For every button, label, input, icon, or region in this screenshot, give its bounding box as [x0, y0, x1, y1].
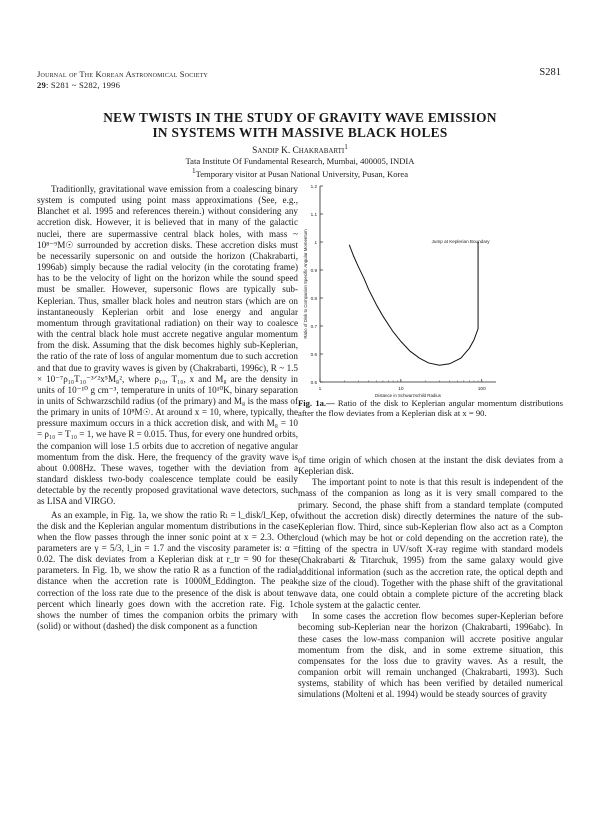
caption-text: Ratio of the disk to Keplerian angular momentum distributions after the flow deviates from a Keplerian disk at x = 90. [298, 398, 563, 419]
journal-name: Journal of The Korean Astronomical Society [37, 69, 208, 79]
journal-volume: 29 [37, 80, 46, 90]
x-tick-label: 100 [477, 387, 486, 392]
author-note-sup: 1 [191, 166, 196, 175]
annotation-label: Jump at Keplerian Boundary [431, 239, 490, 244]
author-sup: 1 [344, 143, 348, 151]
caption-label: Fig. 1a.— [298, 398, 335, 408]
y-tick-label: 1.1 [310, 212, 317, 217]
y-axis-label: Ratio of Disk to Companion Specific Angular Momentum [303, 229, 308, 339]
author-line [37, 142, 563, 156]
chart-svg [298, 180, 566, 398]
paragraph-super-keplerian: In some cases the accretion flow becomes super-Keplerian before becoming sub-Keplerian near the horizon (Chakrabarti, 1996abc). In these cases the low-mass companion will accrete positive angular momentum from the disk, and in some extreme situation, this compensates for the loss due to gravity waves. As a result, the companion orbit will remain unchanged (Chakrabarti, 1993). Such systems, stability of which has been verified by detailed numerical simulations (Molteni et al. 1994) would be steady sources of gravity [298, 611, 563, 700]
x-axis-label: Distance in Schwarzschild Radius [375, 393, 441, 398]
journal-header [37, 69, 208, 91]
paper-title [37, 110, 563, 140]
author-note-line [37, 166, 563, 179]
figure-1a [298, 180, 566, 398]
y-tick-label: 0.5 [310, 380, 317, 385]
y-tick-label: 1 [314, 240, 317, 245]
title-line-2: IN SYSTEMS WITH MASSIVE BLACK HOLES [152, 125, 448, 140]
series-line [349, 242, 478, 365]
y-tick-label: 0.9 [310, 268, 317, 273]
y-tick-label: 1.2 [310, 184, 317, 189]
y-tick-label: 0.7 [310, 324, 317, 329]
right-column [298, 455, 563, 700]
author-affiliation: Tata Institute Of Fundamental Research, Mumbai, 400005, INDIA [185, 155, 415, 166]
y-tick-label: 0.8 [310, 296, 317, 301]
author-block [37, 142, 563, 179]
journal-pages: : S281 ~ S282, 1996 [46, 80, 121, 90]
figure-caption [298, 398, 563, 419]
journal-volume-line [37, 80, 208, 91]
x-tick-label: 1 [318, 387, 322, 392]
page-number: S281 [539, 67, 561, 78]
paragraph-intro: Traditionlly, gravitational wave emission from a coalescing binary system is computed using point mass approximations (See, e.g., Blanchet et al. 1995 and references therein.) without considering any accretion disk. However, it is believed that in many of the galactic nuclei, there are supermassive central black holes, with mass ~ 10⁸⁻⁹M☉ surrounded by accretion disks. These accretion disks must be necessarily supersonic on and outside the horizon (Chakrabarti, 1996ab) simply because the radial velocity (in the corotating frame) has to be the velocity of light on the horizon while the sound speed must be smaller. However, supersonic flows are typically sub-Keplerian. Thus, smaller black holes and neutron stars (which are on instantaneously Keplerian orbit and lose energy and angular momentum through gravitational radiation) on their way to coalesce with the central black hole must accrete negative angular momentum from the disk. Assuming that the disk becomes highly sub-Keplerian, the ratio of the rate of loss of angular momentum due to such accretion and that due to gravity waves is given by (Chakrabarti, 1996c), R ~ 1.5 × 10⁻⁷ρ₁₀T₁₀⁻³ᐟ²x⁵M₈², where ρ₁₀, T₁₀, x and M₈ are the density in units of 10⁻¹⁰ g cm⁻³, temperature in units of 10¹⁰K, binary separation in units of Schwarzschild radius (of the primary) and M₈ is the mass of the primary in units of 10⁸M☉. At around x = 10, where, typically, the pressure maximum occurs in a thick accretion disk, and with M₈ = 10 = ρ₁₀ = T₁₀ = 1, we have R = 0.015. Thus, for every one hundred orbits, the companion will lose 1.5 orbits due to accretion of negative angular momentum from the disk. Here, the frequency of the gravity wave is about 0.008Hz. These waves, together with the deviation from a standard diskless two-body coalescence template could be easily detectable by the recently proposed gravitational wave detectors, such as LISA and VIRGO. [37, 184, 298, 507]
left-column [37, 184, 298, 632]
author-note: Temporary visitor at Pusan National University, Pusan, Korea [195, 168, 409, 179]
y-tick-label: 0.6 [310, 352, 317, 357]
paragraph-important-point: The important point to note is that this result is independent of the mass of the companion as long as it is very small compared to the primary. Second, the phase shift from a standard template (computed without the accretion disk) directly determines the nature of the sub-Keplerian flow. Third, since sub-Keplerian flow also act as a Compton cloud (which may be hot or cold depending on the accretion rate), the fitting of the spectra in UV/soft X-ray regime with standard models (Chakrabarti & Titarchuk, 1995) from the same galaxy would give additional information (such as the accretion rate, the optical depth and the size of the cloud). Together with the phase shift of the gravitational wave data, one could obtain a complete picture of the accreting black hole system at the galactic center. [298, 477, 563, 611]
paragraph-example: As an example, in Fig. 1a, we show the ratio Rₗ = l_disk/l_Kep, of the disk and the Keplerian angular momentum distributions in the case when the flow passes through the inner sonic point at x = 2.3. Other parameters are γ = 5/3, l_in = 1.7 and the viscosity parameter is: α = 0.02. The disk deviates from a Keplerian disk at r_tr = 90 for these parameters. In Fig. 1b, we show the ratio R as a function of the radial distance when the accretion rate is 1000Ṁ_Eddington. The peak correction of the loss rate due to the presence of the disk is about ten percent which linearly goes down with the accretion rate. Fig. 1c shows the number of times the companion orbits the primary with (solid) or without (dashed) the disk component as a function [37, 509, 298, 632]
paragraph-continued: of time origin of which chosen at the instant the disk deviates from a Keplerian disk. [298, 455, 563, 477]
x-tick-label: 10 [398, 387, 404, 392]
title-line-1: NEW TWISTS IN THE STUDY OF GRAVITY WAVE EMISSION [103, 110, 497, 125]
author-name: Sandip K. Chakrabarti [252, 145, 345, 156]
